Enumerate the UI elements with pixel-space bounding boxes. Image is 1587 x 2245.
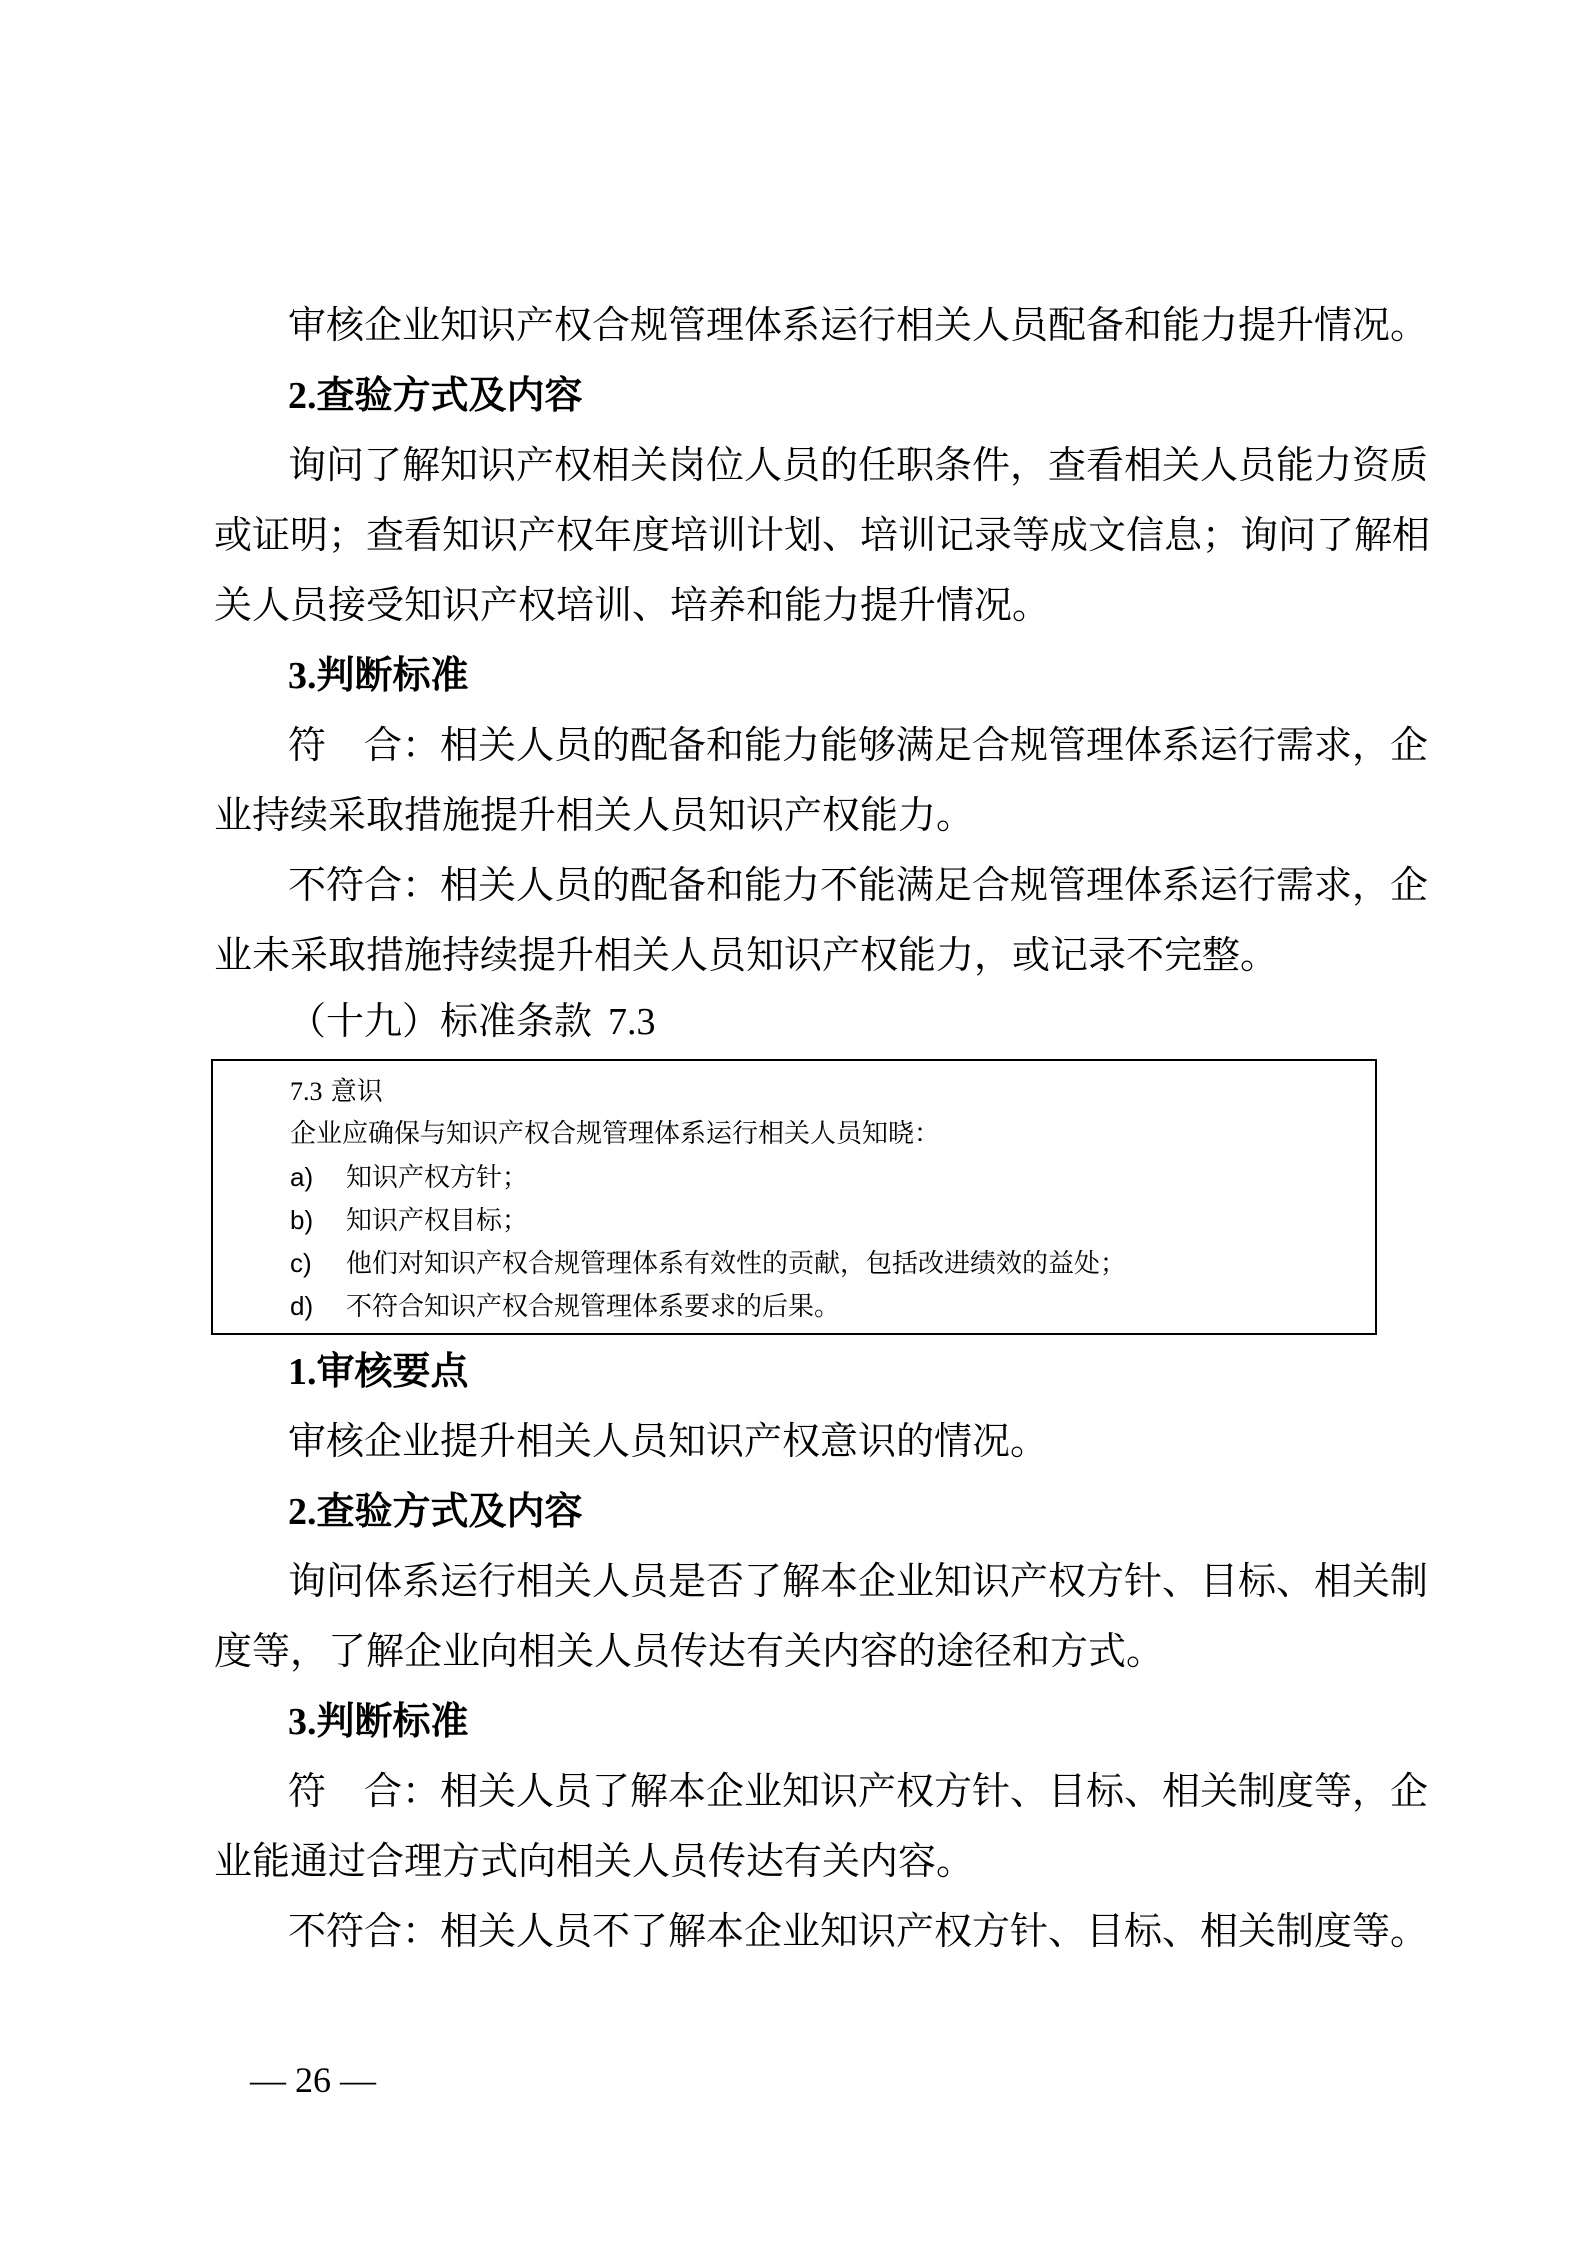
paragraph-audit-staffing: 审核企业知识产权合规管理体系运行相关人员配备和能力提升情况。 bbox=[288, 303, 1429, 347]
paragraph-inspection-line-1: 询问了解知识产权相关岗位人员的任职条件，查看相关人员能力资质 bbox=[288, 443, 1429, 487]
box-item-text: 知识产权方针； bbox=[346, 1163, 529, 1193]
paragraph-conform-line-2: 业持续采取措施提升相关人员知识产权能力。 bbox=[214, 793, 975, 837]
standard-clause-box bbox=[211, 1059, 1377, 1335]
heading-judgment-criteria bbox=[288, 650, 469, 701]
paragraph-audit-awareness: 审核企业提升相关人员知识产权意识的情况。 bbox=[288, 1419, 1049, 1463]
box-item-tag: a) bbox=[290, 1162, 314, 1192]
paragraph-inspection-line-3: 关人员接受知识产权培训、培养和能力提升情况。 bbox=[214, 583, 1051, 627]
paragraph-nonconform2-line-1: 不符合：相关人员不了解本企业知识产权方针、目标、相关制度等。 bbox=[288, 1909, 1429, 1953]
heading-inspection-method bbox=[288, 370, 583, 421]
box-item-tag: c) bbox=[290, 1248, 312, 1278]
box-heading bbox=[290, 1075, 383, 1109]
heading-text: 判断标准 bbox=[316, 1699, 469, 1743]
paragraph-conform2-line-1: 符 合：相关人员了解本企业知识产权方针、目标、相关制度等，企 bbox=[288, 1769, 1429, 1813]
paragraph-nonconform-line-2: 业未采取措施持续提升相关人员知识产权能力，或记录不完整。 bbox=[214, 933, 1279, 977]
paragraph-conform2-line-2: 业能通过合理方式向相关人员传达有关内容。 bbox=[214, 1839, 975, 1883]
page-number: — 26 — bbox=[250, 2060, 376, 2100]
heading-text: 判断标准 bbox=[316, 653, 469, 697]
paragraph-inspection2-line-1: 询问体系运行相关人员是否了解本企业知识产权方针、目标、相关制 bbox=[288, 1559, 1429, 1603]
heading-audit-points bbox=[288, 1346, 469, 1397]
box-item-text: 不符合知识产权合规管理体系要求的后果。 bbox=[346, 1292, 841, 1322]
heading-number: 2. bbox=[288, 375, 317, 417]
heading-inspection-method-2 bbox=[288, 1486, 583, 1537]
heading-judgment-criteria-2 bbox=[288, 1696, 469, 1747]
box-item bbox=[290, 1203, 528, 1238]
heading-number: 3. bbox=[288, 1701, 317, 1743]
paragraph-conform-line-1: 符 合：相关人员的配备和能力能够满足合规管理体系运行需求，企 bbox=[288, 723, 1429, 767]
box-item-text: 知识产权目标； bbox=[346, 1206, 529, 1236]
clause-number: 7.3 bbox=[608, 1001, 656, 1043]
heading-text: 审核要点 bbox=[316, 1349, 469, 1393]
box-heading-text: 意识 bbox=[330, 1077, 383, 1107]
heading-number: 2. bbox=[288, 1491, 317, 1533]
heading-text: 查验方式及内容 bbox=[316, 1489, 583, 1533]
box-item-text: 他们对知识产权合规管理体系有效性的贡献，包括改进绩效的益处； bbox=[346, 1249, 1127, 1279]
paragraph-inspection2-line-2: 度等，了解企业向相关人员传达有关内容的途径和方式。 bbox=[214, 1629, 1165, 1673]
clause-title-text: （十九）标准条款 bbox=[288, 999, 593, 1043]
box-heading-number: 7.3 bbox=[290, 1077, 323, 1106]
clause-title bbox=[288, 996, 656, 1047]
heading-number: 1. bbox=[288, 1351, 317, 1393]
paragraph-inspection-line-2: 或证明；查看知识产权年度培训计划、培训记录等成文信息；询问了解相 bbox=[214, 513, 1431, 557]
box-item-tag: d) bbox=[290, 1291, 314, 1321]
paragraph-nonconform-line-1: 不符合：相关人员的配备和能力不能满足合规管理体系运行需求，企 bbox=[288, 863, 1429, 907]
box-intro: 企业应确保与知识产权合规管理体系运行相关人员知晓： bbox=[290, 1119, 941, 1149]
heading-text: 查验方式及内容 bbox=[316, 373, 583, 417]
box-item bbox=[290, 1160, 528, 1195]
box-item bbox=[290, 1246, 1126, 1281]
box-item bbox=[290, 1289, 840, 1324]
box-item-tag: b) bbox=[290, 1205, 314, 1235]
heading-number: 3. bbox=[288, 655, 317, 697]
